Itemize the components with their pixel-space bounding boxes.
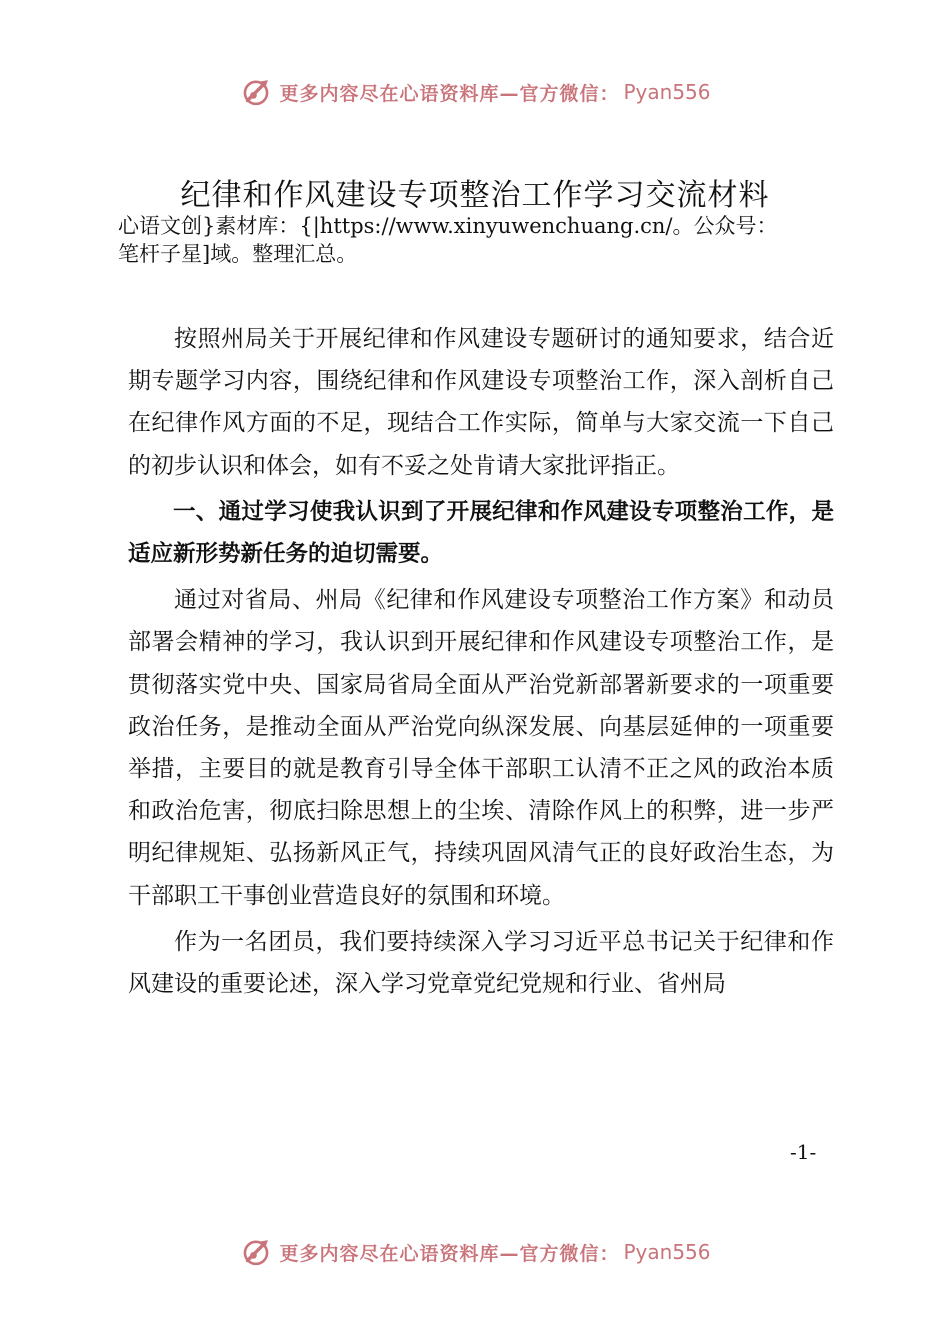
document-meta (118, 212, 878, 268)
header-banner-wechat-id: Pyan556 (623, 80, 711, 104)
page-number: -1- (790, 1140, 817, 1164)
document-body (128, 318, 834, 1009)
brand-logo-icon (239, 75, 273, 109)
paragraph-body-1: 通过对省局、州局《纪律和作风建设专项整治工作方案》和动员部署会精神的学习，我认识到开展纪律和作风建设专项整治工作，是贯彻落实党中央、国家局省局全面从严治党新部署新要求的一项重要政治任务，是推动全面从严治党向纵深发展、向基层延伸的一项重要举措，主要目的就是教育引导全体干部职工认清不正之风的政治本质和政治危害，彻底扫除思想上的尘埃、清除作风上的积弊，进一步严明纪律规矩、弘扬新风正气，持续巩固风清气正的良好政治生态，为干部职工干事创业营造良好的氛围和环境。 (128, 587, 834, 909)
meta-line-1: 心语文创}素材库：{|https://www.xinyuwenchuang.cn/。公众号： (118, 214, 778, 238)
header-banner-text: 更多内容尽在心语资料库—官方微信： (279, 82, 620, 105)
brand-logo-icon (239, 1235, 273, 1269)
paragraph-intro: 按照州局关于开展纪律和作风建设专题研讨的通知要求，结合近期专题学习内容，围绕纪律和作风建设专项整治工作，深入剖析自己在纪律作风方面的不足，现结合工作实际，简单与大家交流一下自己的初步认识和体会，如有不妥之处肯请大家批评指正。 (128, 326, 834, 479)
section-heading-1: 一、通过学习使我认识到了开展纪律和作风建设专项整治工作，是适应新形势新任务的迫切需要。 (128, 498, 834, 568)
footer-banner-wechat-id: Pyan556 (623, 1240, 711, 1264)
footer-banner (0, 1232, 950, 1272)
document-title: 纪律和作风建设专项整治工作学习交流材料 (180, 178, 770, 213)
paragraph-body-2: 作为一名团员，我们要持续深入学习习近平总书记关于纪律和作风建设的重要论述，深入学习党章党纪党规和行业、省州局 (128, 928, 834, 998)
header-banner (0, 72, 950, 112)
footer-banner-text: 更多内容尽在心语资料库—官方微信： (279, 1242, 620, 1265)
meta-line-2: 笔杆子星]域。整理汇总。 (118, 242, 358, 266)
